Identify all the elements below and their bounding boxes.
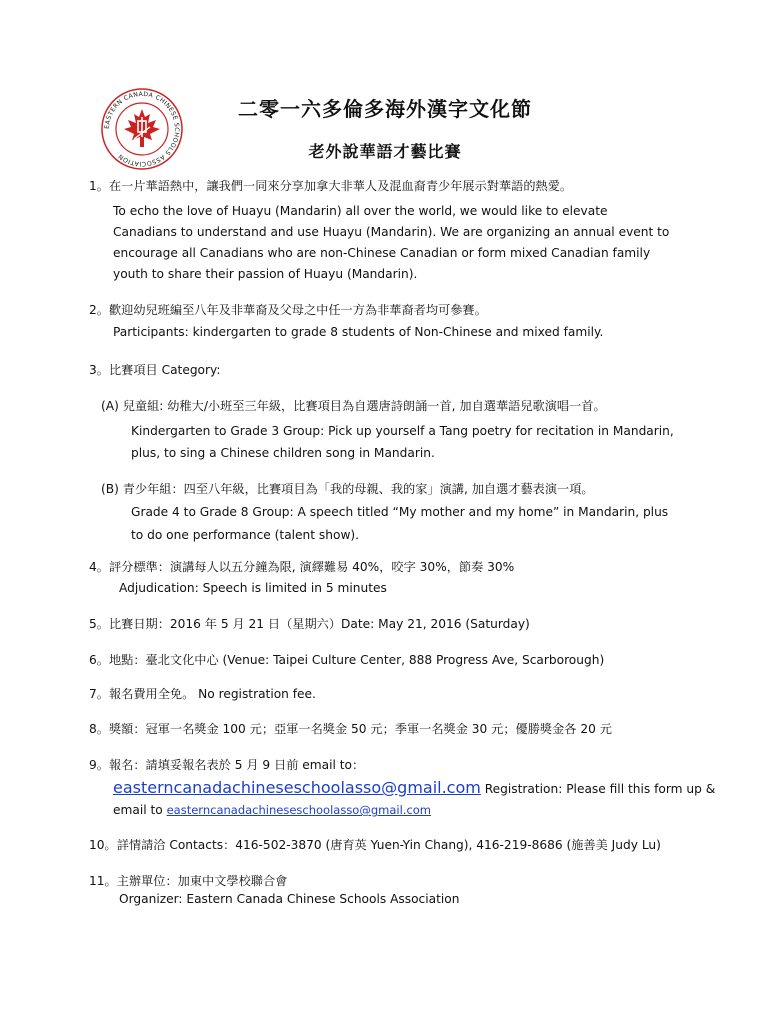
item-3-b-en-2: to do one performance (talent show). [131,528,360,542]
item-9-registration [113,777,715,800]
page-subtitle: 老外說華語才藝比賽 [308,142,462,161]
item-11-en: Organizer: Eastern Canada Chinese Schools Association [119,892,460,906]
item-3-b-zh: (B) 青少年組：四至八年級，比賽項目為「我的母親、我的家」演講, 加自選才藝表演一項。 [101,482,594,496]
email-link[interactable]: easterncanadachineseschoolasso@gmail.com [113,778,481,797]
item-1-en-2: Canadians to understand and use Huayu (Mandarin). We are organizing an annual event to [113,225,670,239]
item-9-after-email: Registration: Please fill this form up & [480,782,716,796]
item-3-b-en-1: Grade 4 to Grade 8 Group: A speech titled “My mother and my home” in Mandarin, plus [131,505,669,519]
item-4-en: Adjudication: Speech is limited in 5 minutes [119,581,387,595]
item-2-zh: 2。歡迎幼兒班編至八年及非華裔及父母之中任一方為非華裔者均可參賽。 [89,303,487,317]
item-3-a-en-1: Kindergarten to Grade 3 Group: Pick up yourself a Tang poetry for recitation in Mandarin, [131,424,674,438]
item-1-en-1: To echo the love of Huayu (Mandarin) all over the world, we would like to elevate [113,204,608,218]
item-7: 7。報名費用全免。 No registration fee. [89,687,316,701]
item-3-a-zh: (A) 兒童組: 幼稚大/小班至三年級，比賽項目為自選唐詩朗誦一首, 加自選華語兒歌演唱一首。 [101,399,606,413]
item-1-en-3: encourage all Canadians who are non-Chinese Canadian or form mixed Canadian family [113,246,651,260]
item-1-zh: 1。在一片華語熱中，讓我們一同來分享加拿大非華人及混血裔青少年展示對華語的熱愛。 [89,179,573,193]
item-9-zh: 9。報名：請填妥報名表於 5 月 9 日前 email to： [89,758,365,772]
item-8: 8。獎額：冠軍一名獎金 100 元；亞軍一名獎金 50 元；季軍一名獎金 30 元；優勝獎金各 20 元 [89,722,612,736]
item-6: 6。地點：臺北文化中心 (Venue: Taipei Culture Center, 888 Progress Ave, Scarborough) [89,653,605,667]
item-4-zh: 4。評分標準：演講每人以五分鐘為限, 演繹難易 40%，咬字 30%，節奏 30% [89,560,515,574]
item-3-a-en-2: plus, to sing a Chinese children song in Mandarin. [131,446,435,460]
item-10: 10。詳情請洽 Contacts：416-502-3870 (唐育英 Yuen-Yin Chang), 416-219-8686 (施善美 Judy Lu) [89,838,661,852]
item-2-en: Participants: kindergarten to grade 8 students of Non-Chinese and mixed family. [113,325,604,339]
email-to-label: email to [113,803,167,817]
item-5: 5。比賽日期：2016 年 5 月 21 日（星期六）Date: May 21, 2016 (Saturday) [89,617,530,631]
item-11-zh: 11。主辦單位：加東中文學校聯合會 [89,874,288,888]
item-3-zh: 3。比賽項目 Category: [89,363,221,377]
email-link-small[interactable]: easterncanadachineseschoolasso@gmail.com [166,803,432,817]
page-title: 二零一六多倫多海外漢字文化節 [238,97,532,121]
item-1-en-4: youth to share their passion of Huayu (Mandarin). [113,267,418,281]
item-9-email-to [113,801,431,819]
logo-ring-text: EASTERN CANADA CHINESE SCHOOLS ASSOCIATION [103,90,181,168]
